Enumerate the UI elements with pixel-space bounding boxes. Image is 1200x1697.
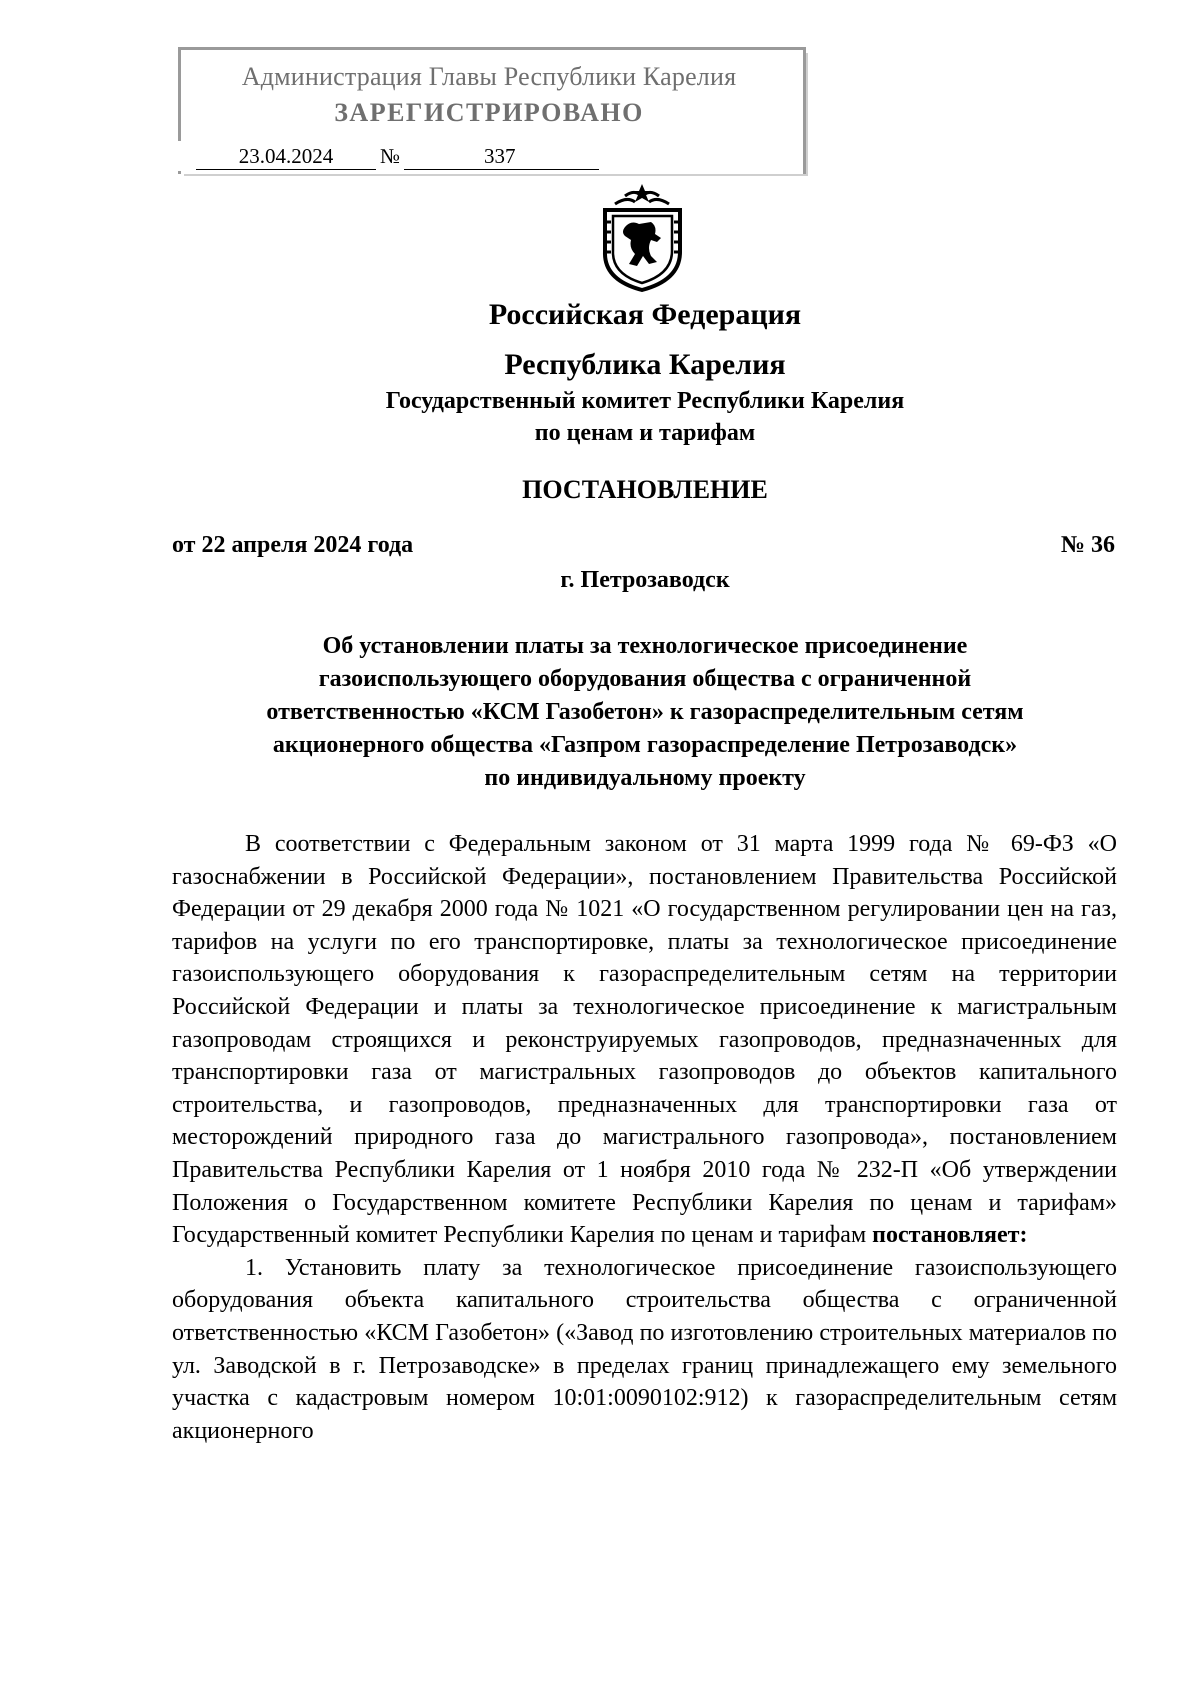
registration-date: 23.04.2024 — [196, 144, 376, 170]
body-paragraph-item-1: 1. Установить плату за технологическое присоединение газоиспользующего оборудования объекта капитального строительства общества с ограниченной ответственностью «КСМ Газобетон» («Завод по изготовлению строительных материалов по ул. Заводской в г. Петрозаводске» в пределах границ принадлежащего ему земельного участка с кадастровым номером 10:01:0090102:912) к газораспределительным сетям акционерного — [172, 1254, 1117, 1444]
document-date: от 22 апреля 2024 года — [172, 532, 414, 558]
stamp-registered-text: ЗАРЕГИСТРИРОВАНО — [334, 98, 644, 127]
title-line: акционерного общества «Газпром газораспределение Петрозаводск» — [272, 732, 1018, 758]
stamp-administration-text: Администрация Главы Республики Карелия — [241, 62, 737, 91]
country-heading: Российская Федерация — [488, 298, 802, 331]
body-paragraph-preamble — [172, 828, 1117, 1252]
document-number: № 36 — [1060, 532, 1115, 558]
document-body — [172, 828, 1117, 1447]
registration-number-label: № — [380, 144, 401, 168]
document-city: г. Петрозаводск — [560, 567, 730, 593]
title-line: ответственностью «КСМ Газобетон» к газораспределительным сетям — [266, 699, 1024, 725]
registration-number: 337 — [404, 144, 599, 170]
republic-heading: Республика Карелия — [504, 348, 786, 381]
title-line: по индивидуальному проекту — [484, 765, 806, 791]
preamble-text: В соответствии с Федеральным законом от 31 марта 1999 года № 69-ФЗ «О газоснабжении в Российской Федерации», постановлением Правительства Российской Федерации от 29 декабря 2000 года № 1021 «О государственном регулировании цен на газ, тарифов на услуги по его транспортировке, платы за технологическое присоединение газоиспользующего оборудования к газораспределительным сетям на территории Российской Федерации и платы за технологическое присоединение к магистральным газопроводам строящихся и реконструируемых газопроводов, предназначенных для транспортировки газа от магистральных газопроводов до объектов капитального строительства, и газопроводов, предназначенных для транспортировки газа от месторождений природного газа до магистрального газопровода», постановлением Правительства Республики Карелия от 1 ноября 2010 года № 232-П «Об утверждении Положения о Государственном комитете Республики Карелия по ценам и тарифам» Государственный комитет Республики Карелия по ценам и тарифам — [172, 831, 1117, 1249]
committee-heading-line1: Государственный комитет Республики Карелия — [385, 388, 905, 414]
resolves-keyword: постановляет: — [872, 1222, 1028, 1249]
document-type: ПОСТАНОВЛЕНИЕ — [522, 475, 768, 504]
document-title — [170, 630, 1120, 795]
karelia-coat-of-arms-icon — [595, 182, 690, 292]
committee-heading-line2: по ценам и тарифам — [534, 420, 756, 446]
title-line: газоиспользующего оборудования общества с ограниченной — [318, 666, 972, 692]
title-line: Об установлении платы за технологическое присоединение — [322, 633, 968, 659]
